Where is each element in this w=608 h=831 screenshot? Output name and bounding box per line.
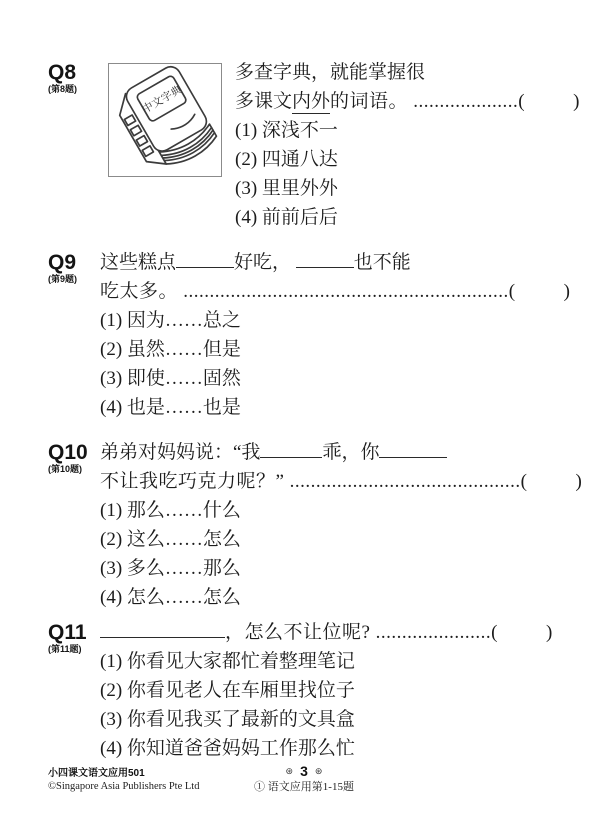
page-number-line [204,763,404,780]
q10-stem-line1 [100,438,582,467]
copyright-text: ©Singapore Asia Publishers Pte Ltd [48,781,200,792]
q9-line1-c: 也不能 [353,252,411,273]
q9-stem-line2 [100,277,570,306]
q10-option-4: (4) 怎么……怎么 [100,587,241,608]
q8-line2-pre: 多课文 [235,91,293,112]
q11-label-block [48,622,106,655]
q11-stem-line1 [100,618,552,647]
q11-option-3: (3) 你看见我买了最新的文具盒 [100,709,355,730]
q11-option-2: (2) 你看见老人在车厢里找位子 [100,680,355,701]
q8-option-1: (1) 深浅不一 [235,120,338,141]
q10-subnumber: (第10题) [48,464,83,474]
q10-option-2: (2) 这么……怎么 [100,529,241,550]
q8-option-3: (3) 里里外外 [235,178,338,199]
q8-option-4: (4) 前前后后 [235,207,338,228]
book-series-title: 小四课文语文应用501 [48,768,145,779]
page-number: 3 [300,763,308,779]
q11-fill-blank-1 [100,620,225,638]
q8-leader-dots: 的词语。 ....................( [330,91,526,112]
q10-option-3: (3) 多么……那么 [100,558,241,579]
q10-text-block [100,438,582,612]
dictionary-illustration [109,64,221,176]
q9-option-4: (4) 也是……也是 [100,397,241,418]
q8-stem-line2 [235,87,579,116]
q10-leader-dots: 不让我吃巧克力呢？” ............................................( [100,471,528,492]
dictionary-image-box [108,63,222,177]
footer-center [204,763,404,795]
q9-stem-line1 [100,248,570,277]
q8-subnumber: (第8题) [48,84,77,94]
flower-decor-icon: ⊛ [285,766,294,776]
q10-stem-line2 [100,467,582,496]
q8-option-2: (2) 四通八达 [235,149,338,170]
q10-line1-b: 乖，你 [322,442,380,463]
q10-fill-blank-2 [379,440,447,458]
q9-number: Q9 [48,251,77,274]
q10-paren-close: ) [575,471,582,492]
q11-text-block [100,618,552,763]
q9-paren-close: ) [563,281,570,302]
footer-left [48,767,199,794]
flower-decor-icon: ⊛ [314,766,323,776]
q8-paren-close: ) [573,91,580,112]
q11-leader-dots: ，怎么不让位呢? ......................( [225,622,499,643]
q10-line1-a: 弟弟对妈妈说：“我 [100,442,261,463]
q9-label-block [48,252,106,285]
q11-subnumber: (第11题) [48,644,82,654]
q9-fill-blank-1 [176,250,234,268]
q10-fill-blank-1 [260,440,322,458]
q9-text-block [100,248,570,422]
q8-stem-line1: 多查字典，就能掌握很 [235,62,426,83]
section-reference: ① 语文应用第1-15题 [254,781,354,793]
q11-number: Q11 [48,621,87,644]
q11-option-4: (4) 你知道爸爸妈妈工作那么忙 [100,738,355,759]
q9-line1-b: 好吃， [234,252,292,273]
q9-leader-dots: 吃太多。 ..............................................................( [100,281,516,302]
q11-paren-close: ) [546,622,553,643]
q8-label-block [48,62,106,95]
q9-option-1: (1) 因为……总之 [100,310,241,331]
q9-line1-a: 这些糕点 [100,252,177,273]
q8-number: Q8 [48,61,77,84]
q9-option-3: (3) 即使……固然 [100,368,241,389]
q10-label-block [48,442,106,475]
q9-option-2: (2) 虽然……但是 [100,339,241,360]
q9-subnumber: (第9题) [48,274,77,284]
q8-text-block [235,58,579,232]
q10-number: Q10 [48,441,88,464]
q9-fill-blank-2 [296,250,354,268]
q10-option-1: (1) 那么……什么 [100,500,241,521]
dictionary-title-text: 中文字典 [140,83,185,116]
q11-option-1: (1) 你看见大家都忙着整理笔记 [100,651,355,672]
q8-underlined-word: 内外 [292,91,331,112]
